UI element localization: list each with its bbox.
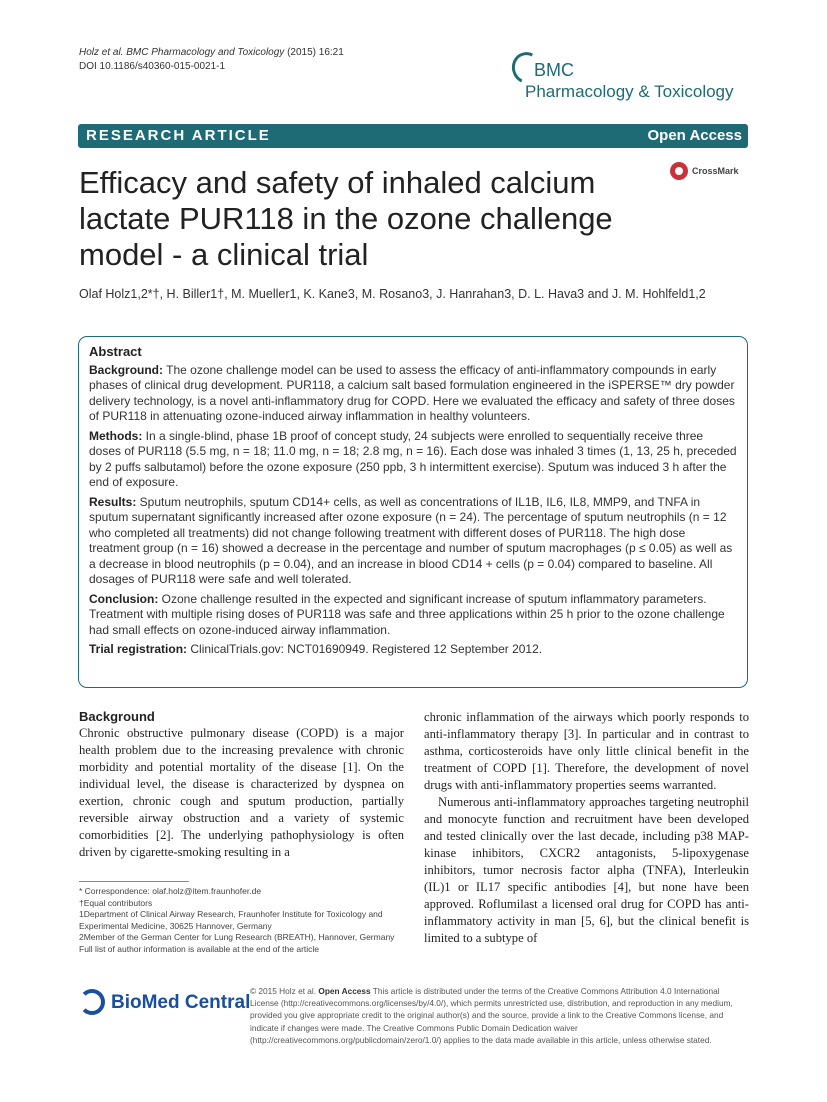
body-paragraph: Numerous anti-inflammatory approaches targeting neutrophil and monocyte function and recruitment have been developed and tested clinically over the last decade, including p38 MAP-kinase inhibitors, CXCR2 antagonists, 5-lipoxygenase inhibitors, tumor necrosis factor alpha (TNFA), Interleukin (IL)1 or IL17 specific antibodies [4], but none have been approved. Roflumilast a licensed oral drug for COPD has anti-inflammatory activity in man [5, 6], but the clinical benefit is limited to a subtype of: [424, 795, 749, 945]
open-access-label: Open Access: [647, 127, 742, 144]
body-paragraph: chronic inflammation of the airways which poorly responds to anti-inflammatory therapy [3]. In particular and in contrast to asthma, corticosteroids have only little clinical benefit in the treatment of COPD [1]. Therefore, the development of novel drugs with anti-inflammatory properties seems warranted.: [424, 710, 749, 792]
abstract-background: [89, 363, 737, 425]
author-info-footnote: Full list of author information is available at the end of the article: [79, 943, 320, 954]
abstract-heading: Abstract: [89, 344, 142, 359]
crossmark-button[interactable]: [670, 160, 755, 184]
body-column-right: [424, 709, 749, 947]
abstract-text: In a single-blind, phase 1B proof of concept study, 24 subjects were enrolled to sequentially receive three doses of PUR118 (5.5 mg, n = 18; 11.0 mg, n = 18; 2.8 mg, n = 16). Each dose was inhaled 3 times (1, 13, 25 h, preceded by 2 puffs salbutamol) before the ozone exposure (250 ppb, 3 h intermittent exercise). Sputum was induced 3 h after the end of exposure.: [89, 428, 737, 489]
publisher-logo: [79, 985, 251, 1021]
affiliation-footnote: 2Member of the German Center for Lung Research (BREATH), Hannover, Germany: [79, 932, 395, 942]
journal-name: Pharmacology & Toxicology: [525, 82, 734, 101]
journal-brand: BMC: [534, 60, 574, 80]
abstract-label: Methods:: [89, 428, 143, 443]
doi: DOI 10.1186/s40360-015-0021-1: [79, 61, 226, 72]
abstract-text: The ozone challenge model can be used to assess the efficacy of anti-inflammatory compounds in early phases of clinical drug development. PUR118, a calcium salt based formulation engineered in the iSPERSE™ dry powder delivery technology, is a novel anti-inflammatory drug for COPD. Here we evaluated the efficacy and safety of three doses of PUR118 in attenuating ozone-induced airway inflammation in healthy volunteers.: [89, 362, 735, 423]
body-paragraph: Chronic obstructive pulmonary disease (COPD) is a major health problem due to the increasing prevalence with chronic morbidity and potential mortality of the disease [1]. On the individual level, the disease is characterized by dyspnea on exertion, chronic cough and sputum production, partially reversible airway obstruction and a variety of systemic comorbidities [2]. The underlying pathophysiology is often driven by cigarette-smoking resulting in a: [79, 726, 404, 859]
abstract-text: ClinicalTrials.gov: NCT01690949. Registered 12 September 2012.: [187, 642, 543, 656]
license-statement: [250, 985, 750, 1046]
author-list: [79, 287, 749, 301]
abstract-label: Conclusion:: [89, 591, 159, 606]
journal-logo: [510, 50, 755, 108]
publisher-name: BioMed Central: [111, 992, 251, 1013]
body-column-left: [79, 709, 404, 861]
abstract-text: Ozone challenge resulted in the expected and significant increase of sputum inflammatory parameters. Treatment with multiple rising doses of PUR118 was safe and three applications within 25 h prior to the ozone challenge had small effects on ozone-induced airway inflammation.: [89, 591, 725, 637]
biomed-central-icon: [79, 989, 105, 1015]
authors-line: Olaf Holz1,2*†, H. Biller1†, M. Mueller1, K. Kane3, M. Rosano3, J. Hanrahan3, D. L. Hava3 and J. M. Hohlfeld1,2: [79, 287, 706, 301]
abstract-box: [78, 336, 748, 688]
license-text: This article is distributed under the terms of the Creative Commons Attribution 4.0 International License (http://creativecommons.org/licenses/by/4.0/), which permits unrestricted use, distribution, and reproduction in any medium, provided you give appropriate credit to the original author(s) and the source, provide a link to the Creative Commons license, and indicate if changes were made. The Creative Commons Public Domain Dedication waiver (http://creativecommons.org/publicdomain/zero/1.0/) applies to the data made available in this article, unless otherwise stated.: [250, 986, 733, 1045]
abstract-text: Sputum neutrophils, sputum CD14+ cells, as well as concentrations of IL1B, IL6, IL8, MMP9, and TNFA in sputum supernatant significantly increased after ozone exposure (n = 24). The percentage of sputum neutrophils (n = 12 who completed all treatments) did not change following treatment with different doses of PUR118. The high dose treatment group (n = 16) showed a decrease in the percentage and number of sputum macrophages (p ≤ 0.05) as well as a decrease in blood neutrophils (p = 0.04), and an increase in blood CD14 + cells (p = 0.04) compared to baseline. All dosages of PUR118 were safe and well tolerated.: [89, 494, 733, 586]
section-heading-background: Background: [79, 709, 155, 724]
abstract-results: [89, 495, 737, 588]
affiliation-footnote: 1Department of Clinical Airway Research, Fraunhofer Institute for Toxicology and Experimental Medicine, 30625 Hannover, Germany: [79, 909, 383, 931]
article-type-banner: [78, 124, 748, 148]
abstract-label: Background:: [89, 362, 164, 377]
article-type: RESEARCH ARTICLE: [86, 127, 271, 144]
citation-journal: Holz et al. BMC Pharmacology and Toxicology: [79, 47, 285, 58]
abstract-conclusion: [89, 592, 737, 639]
citation-volume: (2015) 16:21: [284, 47, 344, 58]
abstract-methods: [89, 429, 737, 491]
open-access-bold: Open Access: [318, 986, 371, 996]
correspondence-footnote: * Correspondence: olaf.holz@item.fraunhofer.de: [79, 886, 262, 896]
abstract-label: Trial registration:: [89, 642, 188, 656]
crossmark-icon: [670, 162, 688, 180]
equal-contributors-footnote: †Equal contributors: [79, 897, 153, 908]
footnote-divider: [79, 881, 189, 882]
article-title: Efficacy and safety of inhaled calcium lactate PUR118 in the ozone challenge model - a clinical trial: [79, 165, 613, 272]
abstract-trial-registration: [89, 642, 737, 658]
copyright: © 2015 Holz et al.: [250, 986, 317, 996]
footnotes: [79, 886, 404, 955]
abstract-label: Results:: [89, 494, 137, 509]
citation-header: [79, 46, 344, 74]
crossmark-label: CrossMark: [692, 166, 739, 176]
